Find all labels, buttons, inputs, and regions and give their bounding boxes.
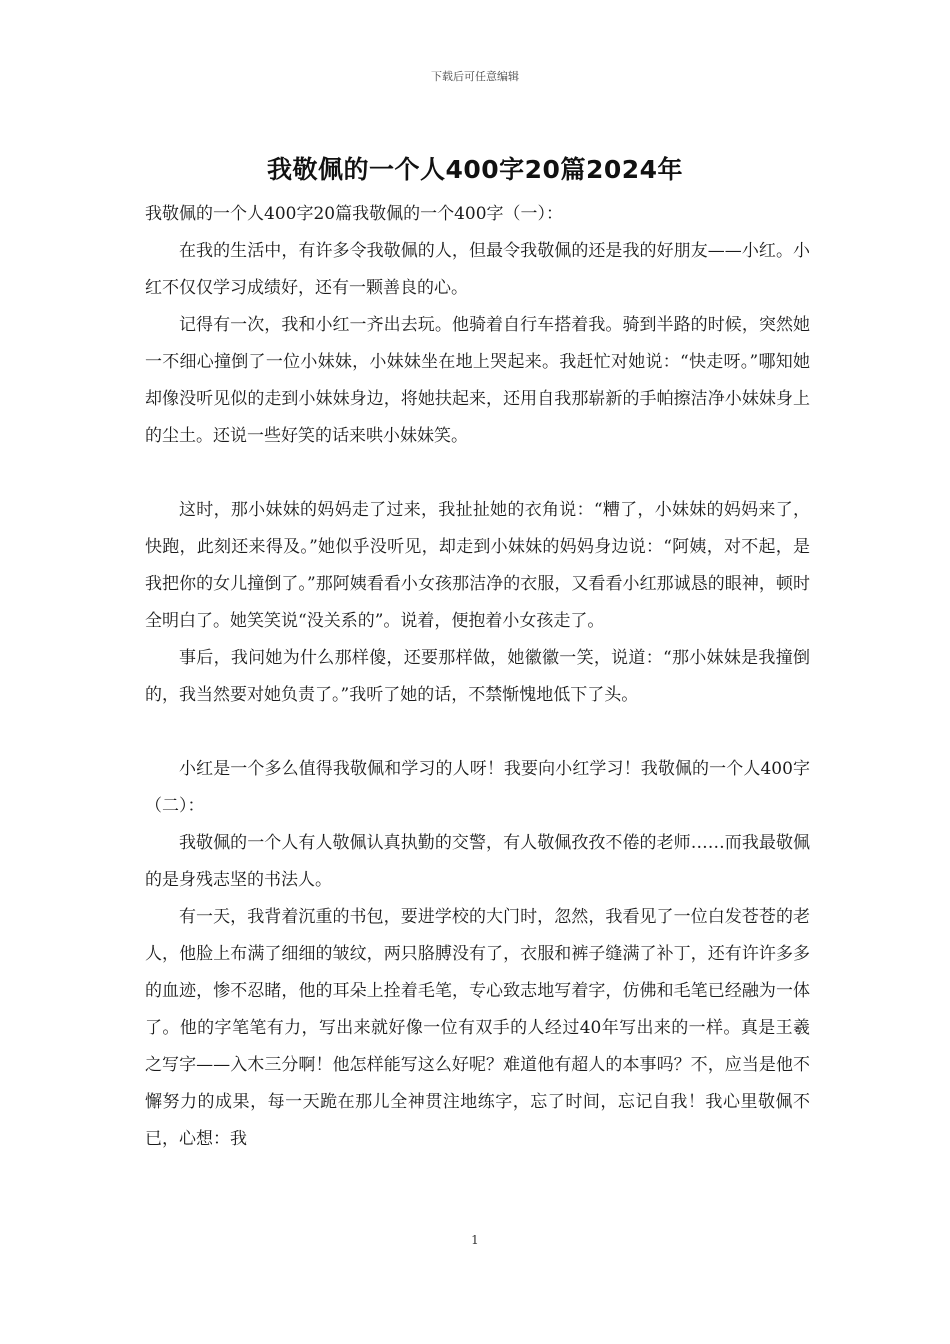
header-note: 下载后可任意编辑 [431,70,519,83]
paragraph: 我敬佩的一个人有人敬佩认真执勤的交警，有人敬佩孜孜不倦的老师……而我最敬佩的是身残志坚的书法人。 [145,833,810,890]
paragraph-intro: 我敬佩的一个人400字20篇我敬佩的一个400字（一）： [145,204,564,224]
paragraph: 记得有一次，我和小红一齐出去玩。他骑着自行车搭着我。骑到半路的时候，突然她一不细心撞倒了一位小妹妹，小妹妹坐在地上哭起来。我赶忙对她说：“快走呀。”哪知她却像没听见似的走到小妹妹身边，将她扶起来，还用自我那崭新的手帕擦洁净小妹妹身上的尘土。还说一些好笑的话来哄小妹妹笑。 [145,315,810,446]
document-body [145,196,810,1158]
document-title: 我敬佩的一个人400字20篇2024年 [266,155,684,184]
paragraph: 有一天，我背着沉重的书包，要进学校的大门时，忽然，我看见了一位白发苍苍的老人，他脸上布满了细细的皱纹，两只胳膊没有了，衣服和裤子缝满了补丁，还有许许多多的血迹，惨不忍睹，他的耳朵上拴着毛笔，专心致志地写着字，仿佛和毛笔已经融为一体了。他的字笔笔有力，写出来就好像一位有双手的人经过40年写出来的一样。真是王羲之写字——入木三分啊！他怎样能写这么好呢？难道他有超人的本事吗？不，应当是他不懈努力的成果，每一天跪在那儿全神贯注地练字，忘了时间，忘记自我！我心里敬佩不已，心想：我 [145,907,810,1149]
paragraph: 在我的生活中，有许多令我敬佩的人，但最令我敬佩的还是我的好朋友——小红。小红不仅仅学习成绩好，还有一颗善良的心。 [145,241,810,298]
paragraph: 这时，那小妹妹的妈妈走了过来，我扯扯她的衣角说：“糟了，小妹妹的妈妈来了，快跑，此刻还来得及。”她似乎没听见，却走到小妹妹的妈妈身边说：“阿姨，对不起，是我把你的女儿撞倒了。”那阿姨看看小女孩那洁净的衣服，又看看小红那诚恳的眼神，顿时全明白了。她笑笑说“没关系的”。说着，便抱着小女孩走了。 [145,500,810,631]
paragraph: 事后，我问她为什么那样傻，还要那样做，她徽徽一笑，说道：“那小妹妹是我撞倒的，我当然要对她负责了。”我听了她的话，不禁惭愧地低下了头。 [145,648,810,705]
paragraph: 小红是一个多么值得我敬佩和学习的人呀！我要向小红学习！我敬佩的一个人400字（二）： [145,759,810,816]
page-number: 1 [471,1233,479,1247]
